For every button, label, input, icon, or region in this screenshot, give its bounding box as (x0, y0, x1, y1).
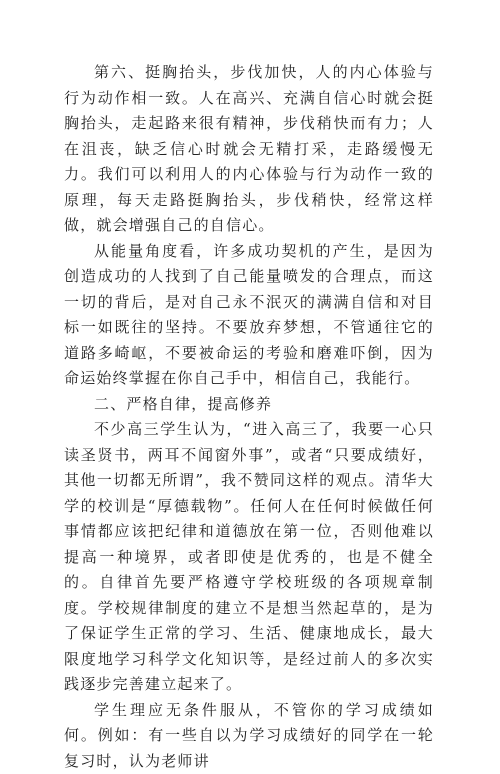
paragraph-self-discipline: 不少高三学生认为，“进入高三了，我要一心只读圣贤书，两耳不闻窗外事”，或者“只要成绩好，其他一切都无所谓”，我不赞同这样的观点。清华大学的校训是“厚德载物”。任何人在任何时候做任何事情都应该把纪律和道德放在第一位，否则他难以提高一种境界，或者即使是优秀的，也是不健全的。自律首先要严格遵守学校班级的各项规章制度。学校规律制度的建立不是想当然起草的，是为了保证学生正常的学习、生活、健康地成长，最大限度地学习科学文化知识等，是经过前人的多次实践逐步完善建立起来了。 (64, 417, 434, 698)
paragraph-confidence-posture: 第六、挺胸抬头，步伐加快，人的内心体验与行为动作相一致。人在高兴、充满自信心时就会挺胸抬头，走起路来很有精神，步伐稍快而有力；人在沮丧，缺乏信心时就会无精打采，走路缓慢无力。我们可以利用人的内心体验与行为动作一致的原理，每天走路挺胸抬头，步伐稍快，经常这样做，就会增强自己的自信心。 (64, 60, 434, 239)
section-heading: 二、严格自律，提高修养 (64, 392, 434, 418)
paragraph-obey-rules: 学生理应无条件服从，不管你的学习成绩如何。例如：有一些自以为学习成绩好的同学在一轮复习时，认为老师讲 (64, 698, 434, 774)
document-body (64, 60, 434, 774)
paragraph-energy-perspective: 从能量角度看，许多成功契机的产生，是因为创造成功的人找到了自己能量喷发的合理点，而这一切的背后，是对自己永不泯灭的满满自信和对目标一如既往的坚持。不要放弃梦想，不管通往它的道路多崎岖，不要被命运的考验和磨难吓倒，因为命运始终掌握在你自己手中，相信自己，我能行。 (64, 239, 434, 392)
